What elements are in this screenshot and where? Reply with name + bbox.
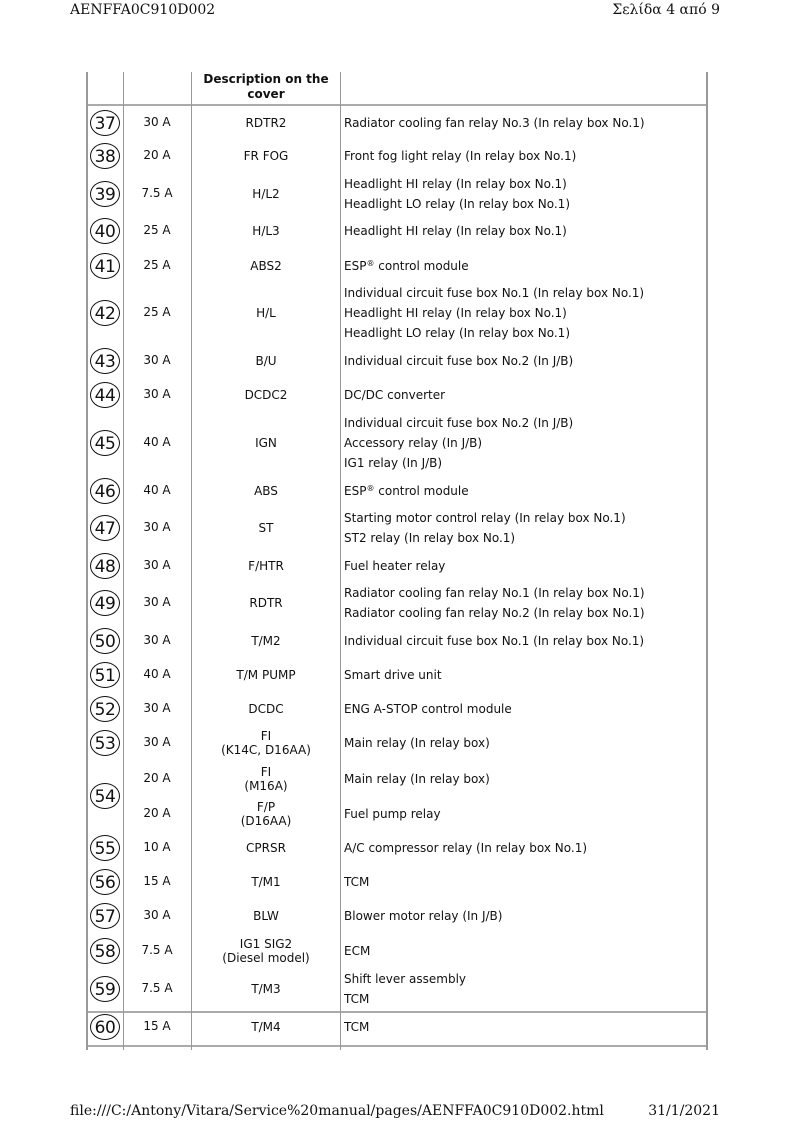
fuse-description: Headlight HI relay (In relay box No.1)	[344, 224, 567, 238]
fuse-description: Blower motor relay (In J/B)	[344, 909, 503, 923]
fuse-description: Smart drive unit	[344, 668, 442, 682]
cover-label: ST	[258, 521, 274, 535]
cover-label: ABS2	[250, 259, 282, 273]
cover-label: FI (M16A)	[244, 765, 288, 793]
cover-label: T/M2	[251, 634, 281, 648]
fuse-description: TCM	[344, 875, 370, 889]
fuse-description: Radiator cooling fan relay No.3 (In relay box No.1)	[344, 116, 645, 130]
fuse-amperage: 20 A	[143, 806, 171, 820]
fuse-amperage: 30 A	[143, 701, 171, 715]
page-indicator: Σελίδα 4 από 9	[612, 2, 720, 18]
fuse-description: Starting motor control relay (In relay box No.1) ST2 relay (In relay box No.1)	[344, 511, 626, 545]
fuse-description: Fuel pump relay	[344, 807, 441, 821]
fuse-number-badge: 60	[90, 1014, 120, 1040]
cover-label: BLW	[253, 909, 279, 923]
fuse-amperage: 30 A	[143, 595, 171, 609]
fuse-description: TCM	[344, 1020, 370, 1034]
fuse-description: Main relay (In relay box)	[344, 772, 490, 786]
fuse-description: Individual circuit fuse box No.2 (In J/B)	[344, 354, 574, 368]
cover-label: H/L2	[252, 187, 280, 201]
cover-label: FI (K14C, D16AA)	[221, 729, 311, 757]
fuse-number-badge: 58	[90, 938, 120, 964]
fuse-number-badge: 42	[90, 300, 120, 326]
cover-label: F/P (D16AA)	[240, 800, 292, 828]
fuse-description: Radiator cooling fan relay No.1 (In relay box No.1) Radiator cooling fan relay No.2 (In relay box No.1)	[344, 586, 645, 620]
fuse-number-badge: 50	[90, 628, 120, 654]
fuse-number-badge: 39	[90, 181, 120, 207]
file-path: file:///C:/Antony/Vitara/Service%20manual/pages/AENFFA0C910D002.html	[70, 1103, 604, 1119]
registered-mark: ®	[366, 484, 375, 493]
cover-label: IGN	[255, 436, 277, 450]
cover-label: DCDC	[248, 702, 284, 716]
cover-label: T/M4	[251, 1020, 281, 1034]
fuse-amperage: 25 A	[143, 223, 171, 237]
fuse-description: DC/DC converter	[344, 388, 446, 402]
fuse-description: Individual circuit fuse box No.1 (In relay box No.1) Headlight HI relay (In relay box No.1) Headlight LO relay (In relay box No.1)	[344, 286, 645, 340]
fuse-number-badge: 59	[90, 976, 120, 1002]
fuse-amperage: 7.5 A	[141, 943, 173, 957]
table-header	[86, 72, 707, 106]
fuse-amperage: 30 A	[143, 735, 171, 749]
fuse-number-badge: 47	[90, 515, 120, 541]
page-header	[70, 0, 720, 22]
cover-label: B/U	[255, 354, 277, 368]
fuse-amperage: 30 A	[143, 633, 171, 647]
fuse-description: Main relay (In relay box)	[344, 736, 490, 750]
fuse-number-badge: 43	[90, 348, 120, 374]
fuse-description: Shift lever assembly TCM	[344, 972, 467, 1006]
fuse-amperage: 30 A	[143, 353, 171, 367]
fuse-number-badge: 52	[90, 696, 120, 722]
column-header-description: Description on the cover	[203, 72, 329, 101]
fuse-description: Individual circuit fuse box No.1 (In relay box No.1)	[344, 634, 645, 648]
fuse-description: ENG A-STOP control module	[344, 702, 512, 716]
fuse-amperage: 7.5 A	[141, 186, 173, 200]
fuse-number-badge: 49	[90, 590, 120, 616]
fuse-amperage: 15 A	[143, 874, 171, 888]
fuse-amperage: 25 A	[143, 258, 171, 272]
cover-label: CPRSR	[246, 841, 286, 855]
fuse-description: Individual circuit fuse box No.2 (In J/B) Accessory relay (In J/B) IG1 relay (In J/B)	[344, 416, 574, 470]
cover-label: ABS	[254, 484, 278, 498]
fuse-amperage: 30 A	[143, 558, 171, 572]
fuse-description: A/C compressor relay (In relay box No.1)	[344, 841, 588, 855]
registered-mark: ®	[366, 259, 375, 268]
fuse-number-badge: 48	[90, 553, 120, 579]
fuse-number-badge: 41	[90, 253, 120, 279]
cover-label: H/L	[256, 306, 276, 320]
fuse-number-badge: 54	[90, 783, 120, 809]
column-divider	[706, 72, 708, 1050]
print-date: 31/1/2021	[648, 1103, 720, 1119]
cover-label: H/L3	[252, 224, 280, 238]
cover-label: DCDC2	[244, 388, 288, 402]
fuse-amperage: 30 A	[143, 520, 171, 534]
fuse-number-badge: 40	[90, 218, 120, 244]
cover-label: RDTR2	[245, 116, 287, 130]
cover-label: FR FOG	[243, 149, 289, 163]
document-id: AENFFA0C910D002	[70, 2, 216, 18]
fuse-number-badge: 45	[90, 430, 120, 456]
cover-label: F/HTR	[248, 559, 284, 573]
fuse-description: Fuel heater relay	[344, 559, 446, 573]
fuse-number-badge: 37	[90, 110, 120, 136]
fuse-amperage: 30 A	[143, 115, 171, 129]
fuse-number-badge: 51	[90, 662, 120, 688]
page-footer	[70, 1103, 720, 1123]
column-divider	[86, 72, 88, 1050]
cover-label: T/M1	[251, 875, 281, 889]
fuse-amperage: 30 A	[143, 387, 171, 401]
cover-label: RDTR	[249, 596, 283, 610]
fuse-description: ESP® control module	[344, 259, 469, 273]
fuse-description: ECM	[344, 944, 371, 958]
fuse-amperage: 30 A	[143, 908, 171, 922]
fuse-number-badge: 57	[90, 903, 120, 929]
cover-label: T/M PUMP	[236, 668, 296, 682]
cover-label: IG1 SIG2 (Diesel model)	[222, 937, 310, 965]
column-divider	[340, 72, 341, 1050]
fuse-description: Headlight HI relay (In relay box No.1) Headlight LO relay (In relay box No.1)	[344, 177, 571, 211]
cover-label: T/M3	[251, 982, 281, 996]
fuse-amperage: 40 A	[143, 667, 171, 681]
fuse-amperage: 10 A	[143, 840, 171, 854]
fuse-number-badge: 44	[90, 382, 120, 408]
fuse-amperage: 40 A	[143, 435, 171, 449]
fuse-amperage: 40 A	[143, 483, 171, 497]
fuse-number-badge: 38	[90, 143, 120, 169]
fuse-amperage: 7.5 A	[141, 981, 173, 995]
fuse-description: Front fog light relay (In relay box No.1)	[344, 149, 577, 163]
fuse-number-badge: 53	[90, 730, 120, 756]
fuse-amperage: 20 A	[143, 148, 171, 162]
fuse-description: ESP® control module	[344, 484, 469, 498]
fuse-number-badge: 56	[90, 869, 120, 895]
fuse-amperage: 20 A	[143, 771, 171, 785]
fuse-number-badge: 55	[90, 835, 120, 861]
fuse-amperage: 25 A	[143, 305, 171, 319]
fuse-amperage: 15 A	[143, 1019, 171, 1033]
fuse-number-badge: 46	[90, 478, 120, 504]
